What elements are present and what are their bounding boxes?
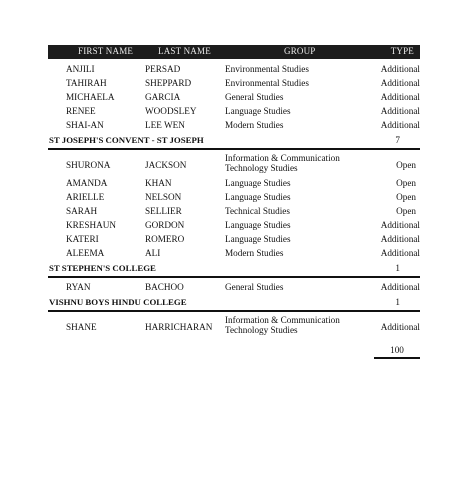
cell-first-name: SHURONA: [66, 160, 111, 170]
table-row: [48, 205, 420, 219]
cell-type: Open: [396, 192, 416, 202]
cell-first-name: RENEE: [66, 106, 96, 116]
cell-first-name: ALEEMA: [66, 248, 105, 258]
table-row: [48, 177, 420, 191]
cell-last-name: PERSAD: [145, 64, 181, 74]
cell-group: Language Studies: [225, 192, 291, 202]
cell-type: Open: [396, 206, 416, 216]
cell-last-name: ALI: [145, 248, 161, 258]
table-row: [48, 77, 420, 91]
cell-group: Language Studies: [225, 106, 291, 116]
cell-type: Additional: [380, 64, 420, 74]
cell-type: Additional: [380, 248, 420, 258]
cell-type: Open: [396, 160, 416, 170]
table-row: [48, 315, 420, 339]
cell-first-name: MICHAELA: [66, 92, 115, 102]
table-row: [48, 281, 420, 295]
school-name: ST JOSEPH'S CONVENT - ST JOSEPH: [49, 135, 204, 145]
table-row: [48, 119, 420, 133]
grand-total: 100: [390, 345, 404, 355]
table-row: [48, 219, 420, 233]
cell-last-name: KHAN: [145, 178, 172, 188]
table-row: [48, 247, 420, 261]
total-rule: [374, 357, 420, 359]
cell-last-name: NELSON: [145, 192, 182, 202]
cell-group: Environmental Studies: [225, 78, 309, 88]
cell-first-name: ARIELLE: [66, 192, 105, 202]
school-heading: [48, 262, 420, 278]
cell-type: Additional: [380, 92, 420, 102]
header-group: GROUP: [284, 46, 316, 56]
cell-last-name: JACKSON: [145, 160, 187, 170]
school-name: VISHNU BOYS HINDU COLLEGE: [49, 297, 187, 307]
cell-first-name: AMANDA: [66, 178, 108, 188]
cell-last-name: SHEPPARD: [145, 78, 192, 88]
table-row: [48, 63, 420, 77]
cell-group: Information & Communication Technology Studies: [225, 153, 340, 173]
cell-type: Open: [396, 178, 416, 188]
cell-last-name: SELLIER: [145, 206, 182, 216]
cell-last-name: GARCIA: [145, 92, 181, 102]
cell-last-name: HARRICHARAN: [145, 322, 213, 332]
school-name: ST STEPHEN'S COLLEGE: [49, 263, 156, 273]
cell-last-name: GORDON: [145, 220, 185, 230]
cell-last-name: ROMERO: [145, 234, 185, 244]
cell-type: Additional: [380, 220, 420, 230]
cell-type: Additional: [380, 322, 420, 332]
cell-group: Environmental Studies: [225, 64, 309, 74]
cell-last-name: WOODSLEY: [145, 106, 197, 116]
cell-first-name: TAHIRAH: [66, 78, 107, 88]
cell-type: Additional: [380, 234, 420, 244]
school-heading: [48, 134, 420, 150]
cell-group: General Studies: [225, 282, 284, 292]
cell-first-name: RYAN: [66, 282, 91, 292]
cell-group: Information & Communication Technology Studies: [225, 315, 340, 335]
table-row: [48, 91, 420, 105]
cell-group: Modern Studies: [225, 248, 284, 258]
school-count: 1: [395, 297, 400, 307]
header-first-name: FIRST NAME: [78, 46, 134, 56]
table-row: [48, 105, 420, 119]
cell-first-name: KRESHAUN: [66, 220, 117, 230]
table-row: [48, 233, 420, 247]
cell-group: Technical Studies: [225, 206, 290, 216]
school-heading: [48, 296, 420, 312]
cell-group: Modern Studies: [225, 120, 284, 130]
cell-first-name: SARAH: [66, 206, 98, 216]
cell-type: Additional: [380, 282, 420, 292]
school-count: 1: [395, 263, 400, 273]
table-row: [48, 191, 420, 205]
cell-first-name: SHAI-AN: [66, 120, 104, 130]
cell-type: Additional: [380, 106, 420, 116]
cell-group: General Studies: [225, 92, 284, 102]
cell-last-name: LEE WEN: [145, 120, 185, 130]
header-last-name: LAST NAME: [158, 46, 211, 56]
cell-group: Language Studies: [225, 220, 291, 230]
school-count: 7: [395, 135, 400, 145]
cell-group: Language Studies: [225, 178, 291, 188]
cell-last-name: BACHOO: [145, 282, 184, 292]
cell-group: Language Studies: [225, 234, 291, 244]
cell-type: Additional: [380, 120, 420, 130]
cell-first-name: SHANE: [66, 322, 97, 332]
cell-type: Additional: [380, 78, 420, 88]
table-body: [48, 59, 420, 363]
table-header: [48, 45, 420, 59]
table-row: [48, 153, 420, 177]
header-type: TYPE: [390, 46, 414, 56]
cell-first-name: ANJILI: [66, 64, 95, 74]
cell-first-name: KATERI: [66, 234, 99, 244]
school-allocation-table: [48, 45, 420, 363]
